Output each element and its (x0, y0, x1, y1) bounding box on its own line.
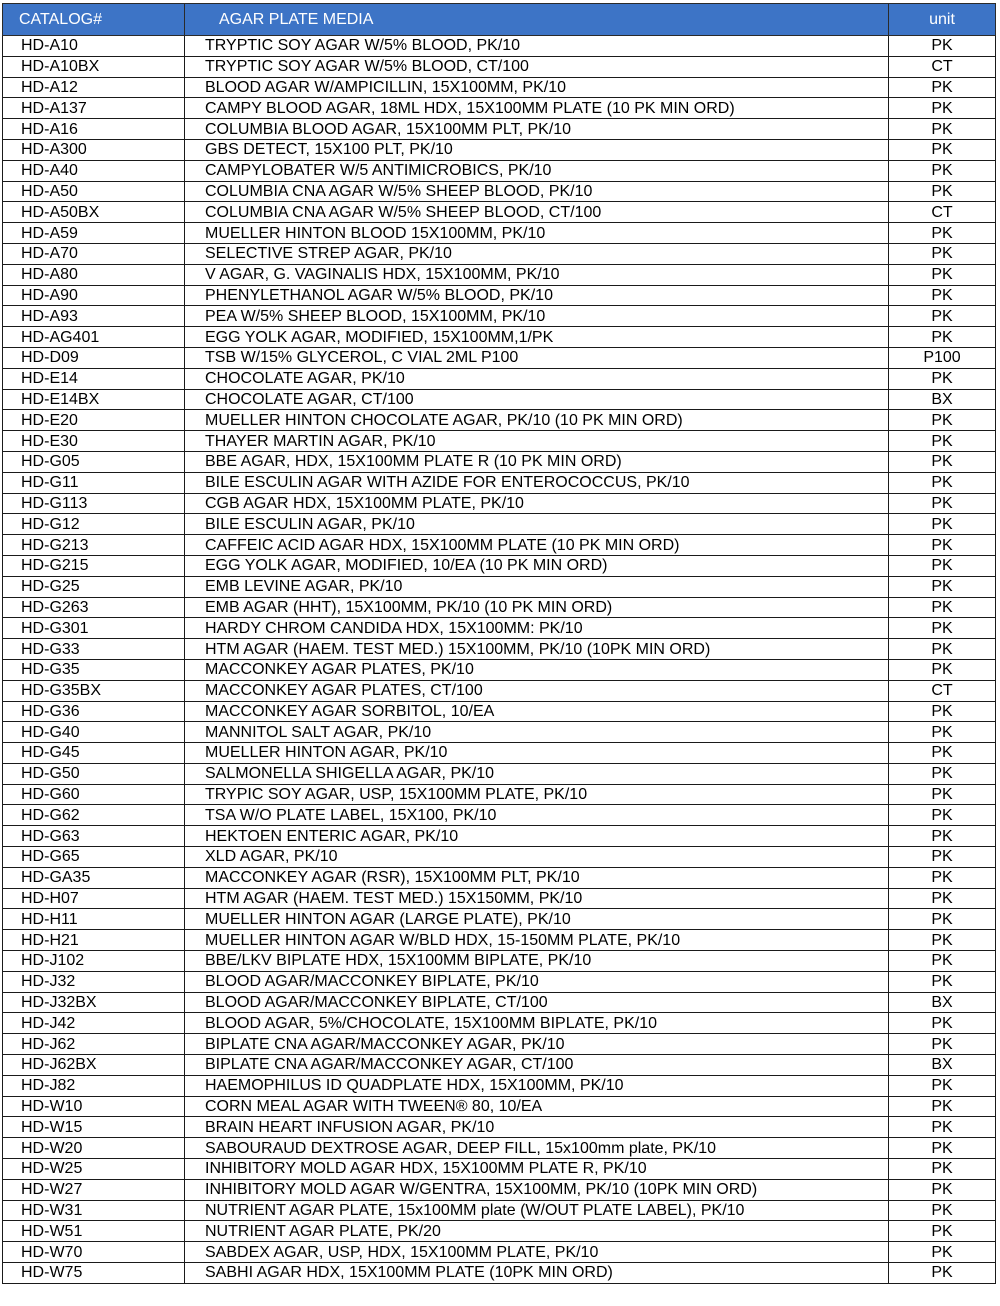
unit-cell: PK (889, 160, 996, 181)
table-row (3, 1096, 996, 1117)
unit-cell: PK (889, 431, 996, 452)
catalog-number-cell: HD-G65 (3, 847, 185, 868)
catalog-number-cell: HD-W15 (3, 1117, 185, 1138)
catalog-number-cell: HD-H21 (3, 930, 185, 951)
table-row (3, 472, 996, 493)
unit-cell: PK (889, 223, 996, 244)
table-row (3, 77, 996, 98)
catalog-number-cell: HD-A300 (3, 139, 185, 160)
unit-cell: PK (889, 555, 996, 576)
table-row (3, 1055, 996, 1076)
table-row (3, 493, 996, 514)
table-row (3, 701, 996, 722)
table-row (3, 847, 996, 868)
description-cell: CHOCOLATE AGAR, PK/10 (185, 368, 889, 389)
catalog-number-cell: HD-J42 (3, 1013, 185, 1034)
catalog-number-cell: HD-W25 (3, 1159, 185, 1180)
description-cell: HTM AGAR (HAEM. TEST MED.) 15X100MM, PK/10 (10PK MIN ORD) (185, 639, 889, 660)
description-cell: SABOURAUD DEXTROSE AGAR, DEEP FILL, 15x100mm plate, PK/10 (185, 1138, 889, 1159)
table-row (3, 306, 996, 327)
description-cell: MACCONKEY AGAR PLATES, CT/100 (185, 680, 889, 701)
unit-cell: PK (889, 743, 996, 764)
catalog-number-cell: HD-A80 (3, 264, 185, 285)
unit-cell: PK (889, 472, 996, 493)
catalog-number-cell: HD-G113 (3, 493, 185, 514)
unit-cell: PK (889, 805, 996, 826)
catalog-number-cell: HD-H11 (3, 909, 185, 930)
table-body (3, 36, 996, 1284)
catalog-number-cell: HD-A90 (3, 285, 185, 306)
catalog-number-cell: HD-W75 (3, 1263, 185, 1284)
description-cell: TRYPTIC SOY AGAR W/5% BLOOD, CT/100 (185, 56, 889, 77)
table-row (3, 971, 996, 992)
description-cell: HARDY CHROM CANDIDA HDX, 15X100MM: PK/10 (185, 618, 889, 639)
catalog-number-cell: HD-G35 (3, 659, 185, 680)
unit-cell: PK (889, 264, 996, 285)
unit-cell: PK (889, 514, 996, 535)
table-row (3, 930, 996, 951)
description-cell: SELECTIVE STREP AGAR, PK/10 (185, 243, 889, 264)
description-cell: CGB AGAR HDX, 15X100MM PLATE, PK/10 (185, 493, 889, 514)
unit-cell: BX (889, 389, 996, 410)
table-row (3, 139, 996, 160)
catalog-number-cell: HD-A50 (3, 181, 185, 202)
unit-cell: PK (889, 36, 996, 57)
catalog-number-cell: HD-A16 (3, 119, 185, 140)
description-cell: NUTRIENT AGAR PLATE, 15x100MM plate (W/OUT PLATE LABEL), PK/10 (185, 1200, 889, 1221)
unit-cell: BX (889, 992, 996, 1013)
description-cell: PEA W/5% SHEEP BLOOD, 15X100MM, PK/10 (185, 306, 889, 327)
unit-cell: PK (889, 1013, 996, 1034)
description-cell: HTM AGAR (HAEM. TEST MED.) 15X150MM, PK/10 (185, 888, 889, 909)
table-row (3, 181, 996, 202)
unit-cell: PK (889, 618, 996, 639)
catalog-number-cell: HD-G63 (3, 826, 185, 847)
unit-cell: PK (889, 576, 996, 597)
unit-cell: PK (889, 784, 996, 805)
unit-cell: PK (889, 1034, 996, 1055)
table-row (3, 368, 996, 389)
table-row (3, 784, 996, 805)
catalog-number-cell: HD-G35BX (3, 680, 185, 701)
unit-cell: PK (889, 451, 996, 472)
table-row (3, 119, 996, 140)
description-cell: GBS DETECT, 15X100 PLT, PK/10 (185, 139, 889, 160)
unit-cell: CT (889, 202, 996, 223)
catalog-number-cell: HD-J82 (3, 1075, 185, 1096)
unit-cell: PK (889, 597, 996, 618)
table-row (3, 680, 996, 701)
description-cell: BIPLATE CNA AGAR/MACCONKEY AGAR, CT/100 (185, 1055, 889, 1076)
description-cell: SABDEX AGAR, USP, HDX, 15X100MM PLATE, PK/10 (185, 1242, 889, 1263)
unit-cell: PK (889, 867, 996, 888)
unit-cell: PK (889, 493, 996, 514)
unit-cell: PK (889, 327, 996, 348)
catalog-number-cell: HD-G33 (3, 639, 185, 660)
table-row (3, 98, 996, 119)
description-cell: COLUMBIA CNA AGAR W/5% SHEEP BLOOD, PK/10 (185, 181, 889, 202)
table-row (3, 36, 996, 57)
description-cell: BILE ESCULIN AGAR WITH AZIDE FOR ENTEROCOCCUS, PK/10 (185, 472, 889, 493)
description-cell: TRYPIC SOY AGAR, USP, 15X100MM PLATE, PK/10 (185, 784, 889, 805)
table-row (3, 1263, 996, 1284)
unit-cell: CT (889, 56, 996, 77)
table-row (3, 1159, 996, 1180)
unit-cell: PK (889, 243, 996, 264)
table-row (3, 264, 996, 285)
catalog-number-cell: HD-A10BX (3, 56, 185, 77)
unit-cell: PK (889, 951, 996, 972)
table-row (3, 659, 996, 680)
table-row (3, 243, 996, 264)
catalog-number-cell: HD-A70 (3, 243, 185, 264)
unit-cell: PK (889, 77, 996, 98)
description-cell: SALMONELLA SHIGELLA AGAR, PK/10 (185, 763, 889, 784)
description-cell: CHOCOLATE AGAR, CT/100 (185, 389, 889, 410)
table-row (3, 1013, 996, 1034)
description-cell: MUELLER HINTON CHOCOLATE AGAR, PK/10 (10 PK MIN ORD) (185, 410, 889, 431)
description-cell: MUELLER HINTON AGAR (LARGE PLATE), PK/10 (185, 909, 889, 930)
table-row (3, 347, 996, 368)
unit-cell: PK (889, 139, 996, 160)
catalog-number-cell: HD-A40 (3, 160, 185, 181)
table-row (3, 1221, 996, 1242)
catalog-number-cell: HD-A59 (3, 223, 185, 244)
table-row (3, 1179, 996, 1200)
unit-cell: PK (889, 1242, 996, 1263)
description-cell: COLUMBIA BLOOD AGAR, 15X100MM PLT, PK/10 (185, 119, 889, 140)
catalog-number-cell: HD-G301 (3, 618, 185, 639)
catalog-number-cell: HD-A93 (3, 306, 185, 327)
catalog-number-cell: HD-J32 (3, 971, 185, 992)
catalog-number-cell: HD-W27 (3, 1179, 185, 1200)
unit-cell: PK (889, 1159, 996, 1180)
catalog-number-cell: HD-W10 (3, 1096, 185, 1117)
catalog-number-cell: HD-G05 (3, 451, 185, 472)
description-cell: BBE AGAR, HDX, 15X100MM PLATE R (10 PK MIN ORD) (185, 451, 889, 472)
description-cell: BLOOD AGAR/MACCONKEY BIPLATE, PK/10 (185, 971, 889, 992)
table-row (3, 618, 996, 639)
table-row (3, 763, 996, 784)
catalog-number-cell: HD-AG401 (3, 327, 185, 348)
catalog-number-cell: HD-GA35 (3, 867, 185, 888)
catalog-number-cell: HD-D09 (3, 347, 185, 368)
catalog-number-cell: HD-G11 (3, 472, 185, 493)
unit-cell: PK (889, 930, 996, 951)
catalog-number-cell: HD-G60 (3, 784, 185, 805)
description-cell: HAEMOPHILUS ID QUADPLATE HDX, 15X100MM, PK/10 (185, 1075, 889, 1096)
table-row (3, 202, 996, 223)
description-cell: EMB AGAR (HHT), 15X100MM, PK/10 (10 PK MIN ORD) (185, 597, 889, 618)
table-row (3, 160, 996, 181)
table-row (3, 576, 996, 597)
description-cell: BIPLATE CNA AGAR/MACCONKEY AGAR, PK/10 (185, 1034, 889, 1055)
table-row (3, 909, 996, 930)
description-column-header: AGAR PLATE MEDIA (185, 4, 889, 36)
catalog-number-cell: HD-J62BX (3, 1055, 185, 1076)
table-row (3, 826, 996, 847)
catalog-number-cell: HD-G62 (3, 805, 185, 826)
catalog-number-cell: HD-E14BX (3, 389, 185, 410)
table-row (3, 1200, 996, 1221)
description-cell: TSB W/15% GLYCEROL, C VIAL 2ML P100 (185, 347, 889, 368)
unit-cell: PK (889, 535, 996, 556)
description-cell: INHIBITORY MOLD AGAR W/GENTRA, 15X100MM, PK/10 (10PK MIN ORD) (185, 1179, 889, 1200)
catalog-number-cell: HD-G45 (3, 743, 185, 764)
table-row (3, 951, 996, 972)
unit-cell: PK (889, 410, 996, 431)
table-row (3, 867, 996, 888)
catalog-number-cell: HD-J32BX (3, 992, 185, 1013)
table-row (3, 722, 996, 743)
unit-cell: PK (889, 659, 996, 680)
agar-plate-media-table (2, 3, 996, 1284)
unit-cell: PK (889, 368, 996, 389)
unit-cell: PK (889, 1221, 996, 1242)
unit-cell: PK (889, 1179, 996, 1200)
description-cell: MACCONKEY AGAR PLATES, PK/10 (185, 659, 889, 680)
unit-cell: BX (889, 1055, 996, 1076)
catalog-number-cell: HD-W31 (3, 1200, 185, 1221)
table-row (3, 743, 996, 764)
description-cell: EGG YOLK AGAR, MODIFIED, 10/EA (10 PK MIN ORD) (185, 555, 889, 576)
table-row (3, 992, 996, 1013)
description-cell: TRYPTIC SOY AGAR W/5% BLOOD, PK/10 (185, 36, 889, 57)
description-cell: NUTRIENT AGAR PLATE, PK/20 (185, 1221, 889, 1242)
table-row (3, 555, 996, 576)
description-cell: BLOOD AGAR, 5%/CHOCOLATE, 15X100MM BIPLATE, PK/10 (185, 1013, 889, 1034)
catalog-number-cell: HD-G50 (3, 763, 185, 784)
catalog-number-cell: HD-A137 (3, 98, 185, 119)
description-cell: EMB LEVINE AGAR, PK/10 (185, 576, 889, 597)
unit-cell: PK (889, 306, 996, 327)
description-cell: CAFFEIC ACID AGAR HDX, 15X100MM PLATE (10 PK MIN ORD) (185, 535, 889, 556)
description-cell: V AGAR, G. VAGINALIS HDX, 15X100MM, PK/10 (185, 264, 889, 285)
table-row (3, 285, 996, 306)
catalog-number-cell: HD-A50BX (3, 202, 185, 223)
description-cell: TSA W/O PLATE LABEL, 15X100, PK/10 (185, 805, 889, 826)
catalog-number-cell: HD-G25 (3, 576, 185, 597)
table-row (3, 1117, 996, 1138)
table-row (3, 431, 996, 452)
unit-column-header: unit (889, 4, 996, 36)
unit-cell: PK (889, 763, 996, 784)
unit-cell: PK (889, 1138, 996, 1159)
table-row (3, 888, 996, 909)
catalog-number-cell: HD-G12 (3, 514, 185, 535)
catalog-number-cell: HD-A12 (3, 77, 185, 98)
unit-cell: PK (889, 119, 996, 140)
unit-cell: PK (889, 971, 996, 992)
table-row (3, 1034, 996, 1055)
description-cell: CAMPY BLOOD AGAR, 18ML HDX, 15X100MM PLATE (10 PK MIN ORD) (185, 98, 889, 119)
table-row (3, 1242, 996, 1263)
description-cell: MUELLER HINTON BLOOD 15X100MM, PK/10 (185, 223, 889, 244)
catalog-number-cell: HD-E20 (3, 410, 185, 431)
description-cell: SABHI AGAR HDX, 15X100MM PLATE (10PK MIN ORD) (185, 1263, 889, 1284)
catalog-column-header: CATALOG# (3, 4, 185, 36)
description-cell: MUELLER HINTON AGAR, PK/10 (185, 743, 889, 764)
description-cell: CORN MEAL AGAR WITH TWEEN® 80, 10/EA (185, 1096, 889, 1117)
unit-cell: PK (889, 847, 996, 868)
unit-cell: PK (889, 181, 996, 202)
description-cell: XLD AGAR, PK/10 (185, 847, 889, 868)
description-cell: BBE/LKV BIPLATE HDX, 15X100MM BIPLATE, PK/10 (185, 951, 889, 972)
table-row (3, 597, 996, 618)
unit-cell: PK (889, 826, 996, 847)
description-cell: CAMPYLOBATER W/5 ANTIMICROBICS, PK/10 (185, 160, 889, 181)
description-cell: MANNITOL SALT AGAR, PK/10 (185, 722, 889, 743)
catalog-number-cell: HD-J62 (3, 1034, 185, 1055)
unit-cell: CT (889, 680, 996, 701)
unit-cell: PK (889, 1263, 996, 1284)
catalog-number-cell: HD-E30 (3, 431, 185, 452)
table-row (3, 327, 996, 348)
catalog-number-cell: HD-G213 (3, 535, 185, 556)
catalog-number-cell: HD-G215 (3, 555, 185, 576)
unit-cell: PK (889, 1117, 996, 1138)
table-row (3, 639, 996, 660)
unit-cell: PK (889, 722, 996, 743)
table-row (3, 1138, 996, 1159)
unit-cell: PK (889, 909, 996, 930)
table-row (3, 535, 996, 556)
table-row (3, 223, 996, 244)
catalog-number-cell: HD-G263 (3, 597, 185, 618)
table-row (3, 805, 996, 826)
table-row (3, 1075, 996, 1096)
catalog-number-cell: HD-W70 (3, 1242, 185, 1263)
description-cell: BILE ESCULIN AGAR, PK/10 (185, 514, 889, 535)
catalog-number-cell: HD-J102 (3, 951, 185, 972)
description-cell: INHIBITORY MOLD AGAR HDX, 15X100MM PLATE R, PK/10 (185, 1159, 889, 1180)
catalog-number-cell: HD-E14 (3, 368, 185, 389)
unit-cell: PK (889, 285, 996, 306)
catalog-number-cell: HD-W20 (3, 1138, 185, 1159)
description-cell: HEKTOEN ENTERIC AGAR, PK/10 (185, 826, 889, 847)
description-cell: PHENYLETHANOL AGAR W/5% BLOOD, PK/10 (185, 285, 889, 306)
table-row (3, 389, 996, 410)
description-cell: BLOOD AGAR W/AMPICILLIN, 15X100MM, PK/10 (185, 77, 889, 98)
catalog-number-cell: HD-G36 (3, 701, 185, 722)
description-cell: MACCONKEY AGAR (RSR), 15X100MM PLT, PK/10 (185, 867, 889, 888)
table-row (3, 514, 996, 535)
unit-cell: PK (889, 701, 996, 722)
description-cell: MACCONKEY AGAR SORBITOL, 10/EA (185, 701, 889, 722)
unit-cell: PK (889, 98, 996, 119)
table-row (3, 410, 996, 431)
description-cell: MUELLER HINTON AGAR W/BLD HDX, 15-150MM PLATE, PK/10 (185, 930, 889, 951)
unit-cell: PK (889, 1200, 996, 1221)
description-cell: BLOOD AGAR/MACCONKEY BIPLATE, CT/100 (185, 992, 889, 1013)
table-row (3, 451, 996, 472)
description-cell: THAYER MARTIN AGAR, PK/10 (185, 431, 889, 452)
catalog-number-cell: HD-G40 (3, 722, 185, 743)
unit-cell: PK (889, 1096, 996, 1117)
catalog-number-cell: HD-H07 (3, 888, 185, 909)
table-row (3, 56, 996, 77)
description-cell: BRAIN HEART INFUSION AGAR, PK/10 (185, 1117, 889, 1138)
unit-cell: PK (889, 1075, 996, 1096)
catalog-number-cell: HD-A10 (3, 36, 185, 57)
unit-cell: PK (889, 888, 996, 909)
description-cell: COLUMBIA CNA AGAR W/5% SHEEP BLOOD, CT/100 (185, 202, 889, 223)
unit-cell: PK (889, 639, 996, 660)
description-cell: EGG YOLK AGAR, MODIFIED, 15X100MM,1/PK (185, 327, 889, 348)
table-header-row (3, 4, 996, 36)
catalog-number-cell: HD-W51 (3, 1221, 185, 1242)
unit-cell: P100 (889, 347, 996, 368)
